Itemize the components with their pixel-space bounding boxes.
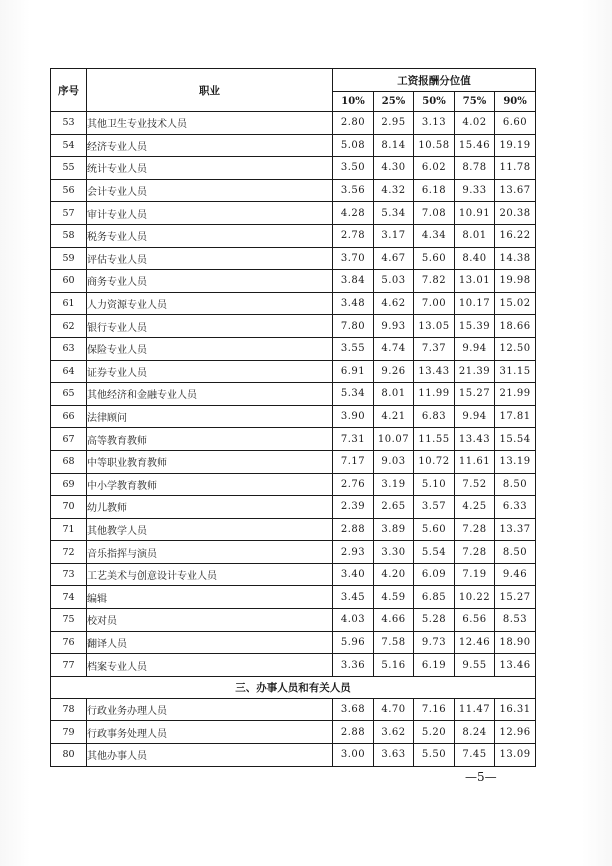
row-number: 61 xyxy=(51,292,87,315)
wage-value-p10: 3.70 xyxy=(333,247,374,270)
wage-value-p90: 13.37 xyxy=(495,518,536,541)
wage-value-p90: 17.81 xyxy=(495,405,536,428)
wage-value-p75: 9.55 xyxy=(455,654,495,677)
wage-value-p90: 19.19 xyxy=(495,134,536,157)
wage-value-p90: 15.02 xyxy=(495,292,536,315)
wage-value-p25: 4.32 xyxy=(374,179,414,202)
wage-value-p25: 8.14 xyxy=(374,134,414,157)
wage-value-p75: 15.27 xyxy=(455,383,495,406)
wage-value-p50: 5.54 xyxy=(414,541,455,564)
wage-value-p25: 5.03 xyxy=(374,270,414,293)
row-number: 62 xyxy=(51,315,87,338)
occupation-name: 法律顾问 xyxy=(87,405,333,428)
occupation-name: 人力资源专业人员 xyxy=(87,292,333,315)
row-number: 68 xyxy=(51,450,87,473)
table-row xyxy=(51,202,536,225)
table-row xyxy=(51,541,536,564)
wage-value-p25: 3.89 xyxy=(374,518,414,541)
occupation-name: 幼儿教师 xyxy=(87,496,333,519)
occupation-name: 中等职业教育教师 xyxy=(87,450,333,473)
wage-value-p10: 7.17 xyxy=(333,450,374,473)
occupation-name: 编辑 xyxy=(87,586,333,609)
wage-value-p90: 16.31 xyxy=(495,698,536,721)
wage-value-p50: 6.18 xyxy=(414,179,455,202)
occupation-name: 其他办事人员 xyxy=(87,744,333,767)
header-p25: 25% xyxy=(374,92,414,112)
wage-value-p50: 6.02 xyxy=(414,157,455,180)
row-number: 58 xyxy=(51,224,87,247)
wage-value-p75: 9.94 xyxy=(455,405,495,428)
wage-value-p75: 7.28 xyxy=(455,541,495,564)
wage-value-p75: 9.33 xyxy=(455,179,495,202)
occupation-name: 其他卫生专业技术人员 xyxy=(87,112,333,135)
wage-value-p10: 2.88 xyxy=(333,518,374,541)
wage-value-p25: 3.63 xyxy=(374,744,414,767)
wage-value-p50: 6.09 xyxy=(414,563,455,586)
row-number: 54 xyxy=(51,134,87,157)
wage-value-p10: 3.00 xyxy=(333,744,374,767)
wage-value-p75: 6.56 xyxy=(455,609,495,632)
table-row xyxy=(51,631,536,654)
row-number: 64 xyxy=(51,360,87,383)
occupation-name: 证券专业人员 xyxy=(87,360,333,383)
occupation-name: 音乐指挥与演员 xyxy=(87,541,333,564)
wage-value-p75: 9.94 xyxy=(455,337,495,360)
row-number: 65 xyxy=(51,383,87,406)
section-header xyxy=(51,676,536,698)
page-number: —5— xyxy=(465,770,497,784)
wage-value-p90: 19.98 xyxy=(495,270,536,293)
wage-value-p90: 6.60 xyxy=(495,112,536,135)
wage-value-p90: 12.96 xyxy=(495,721,536,744)
wage-value-p50: 3.57 xyxy=(414,496,455,519)
wage-value-p90: 21.99 xyxy=(495,383,536,406)
wage-value-p25: 4.59 xyxy=(374,586,414,609)
wage-value-p75: 7.52 xyxy=(455,473,495,496)
wage-value-p25: 2.95 xyxy=(374,112,414,135)
wage-value-p75: 13.01 xyxy=(455,270,495,293)
wage-value-p75: 12.46 xyxy=(455,631,495,654)
wage-value-p90: 15.54 xyxy=(495,428,536,451)
table-row xyxy=(51,270,536,293)
wage-value-p10: 4.28 xyxy=(333,202,374,225)
table-row xyxy=(51,654,536,677)
wage-value-p50: 7.00 xyxy=(414,292,455,315)
wage-value-p90: 11.78 xyxy=(495,157,536,180)
wage-value-p10: 6.91 xyxy=(333,360,374,383)
occupation-name: 其他教学人员 xyxy=(87,518,333,541)
wage-value-p90: 14.38 xyxy=(495,247,536,270)
row-number: 77 xyxy=(51,654,87,677)
row-number: 53 xyxy=(51,112,87,135)
wage-value-p50: 6.83 xyxy=(414,405,455,428)
row-number: 63 xyxy=(51,337,87,360)
occupation-name: 行政事务处理人员 xyxy=(87,721,333,744)
header-p10: 10% xyxy=(333,92,374,112)
row-number: 73 xyxy=(51,563,87,586)
wage-value-p10: 5.08 xyxy=(333,134,374,157)
wage-value-p90: 13.67 xyxy=(495,179,536,202)
occupation-name: 统计专业人员 xyxy=(87,157,333,180)
wage-value-p75: 21.39 xyxy=(455,360,495,383)
occupation-name: 税务专业人员 xyxy=(87,224,333,247)
wage-value-p10: 2.88 xyxy=(333,721,374,744)
wage-value-p10: 2.39 xyxy=(333,496,374,519)
wage-value-p10: 3.40 xyxy=(333,563,374,586)
wage-value-p50: 13.43 xyxy=(414,360,455,383)
wage-value-p90: 13.19 xyxy=(495,450,536,473)
section-title: 三、办事人员和有关人员 xyxy=(51,676,536,698)
row-number: 66 xyxy=(51,405,87,428)
wage-value-p90: 31.15 xyxy=(495,360,536,383)
header-no: 序号 xyxy=(51,69,87,112)
table-body-professionals xyxy=(51,112,536,677)
table-row xyxy=(51,224,536,247)
table-row xyxy=(51,247,536,270)
row-number: 55 xyxy=(51,157,87,180)
wage-value-p25: 4.20 xyxy=(374,563,414,586)
wage-value-p10: 3.90 xyxy=(333,405,374,428)
row-number: 70 xyxy=(51,496,87,519)
table-row xyxy=(51,496,536,519)
row-number: 69 xyxy=(51,473,87,496)
wage-value-p90: 15.27 xyxy=(495,586,536,609)
wage-value-p10: 7.80 xyxy=(333,315,374,338)
row-number: 56 xyxy=(51,179,87,202)
wage-value-p90: 9.46 xyxy=(495,563,536,586)
wage-value-p25: 4.30 xyxy=(374,157,414,180)
wage-value-p75: 10.22 xyxy=(455,586,495,609)
wage-value-p25: 4.62 xyxy=(374,292,414,315)
occupation-name: 商务专业人员 xyxy=(87,270,333,293)
wage-value-p25: 4.67 xyxy=(374,247,414,270)
wage-value-p75: 4.25 xyxy=(455,496,495,519)
wage-value-p75: 11.47 xyxy=(455,698,495,721)
wage-value-p50: 9.73 xyxy=(414,631,455,654)
wage-value-p50: 10.58 xyxy=(414,134,455,157)
row-number: 57 xyxy=(51,202,87,225)
wage-value-p75: 10.91 xyxy=(455,202,495,225)
wage-value-p10: 5.34 xyxy=(333,383,374,406)
wage-value-p75: 4.02 xyxy=(455,112,495,135)
wage-value-p90: 8.53 xyxy=(495,609,536,632)
table-row xyxy=(51,337,536,360)
wage-value-p90: 8.50 xyxy=(495,473,536,496)
wage-value-p75: 10.17 xyxy=(455,292,495,315)
occupation-name: 保险专业人员 xyxy=(87,337,333,360)
wage-value-p25: 5.34 xyxy=(374,202,414,225)
wage-value-p90: 16.22 xyxy=(495,224,536,247)
wage-value-p90: 13.09 xyxy=(495,744,536,767)
wage-value-p25: 10.07 xyxy=(374,428,414,451)
table-body-clerks xyxy=(51,698,536,766)
wage-value-p75: 8.40 xyxy=(455,247,495,270)
table-row xyxy=(51,360,536,383)
row-number: 67 xyxy=(51,428,87,451)
occupation-name: 工艺美术与创意设计专业人员 xyxy=(87,563,333,586)
wage-value-p25: 7.58 xyxy=(374,631,414,654)
occupation-name: 翻译人员 xyxy=(87,631,333,654)
occupation-name: 银行专业人员 xyxy=(87,315,333,338)
wage-value-p75: 15.46 xyxy=(455,134,495,157)
header-p90: 90% xyxy=(495,92,536,112)
wage-value-p25: 4.21 xyxy=(374,405,414,428)
wage-value-p75: 8.78 xyxy=(455,157,495,180)
wage-value-p50: 7.16 xyxy=(414,698,455,721)
wage-value-p90: 18.90 xyxy=(495,631,536,654)
wage-value-p50: 5.50 xyxy=(414,744,455,767)
occupation-name: 经济专业人员 xyxy=(87,134,333,157)
wage-value-p25: 4.66 xyxy=(374,609,414,632)
wage-value-p50: 6.19 xyxy=(414,654,455,677)
row-number: 60 xyxy=(51,270,87,293)
wage-value-p75: 13.43 xyxy=(455,428,495,451)
wage-value-p90: 20.38 xyxy=(495,202,536,225)
wage-value-p75: 8.01 xyxy=(455,224,495,247)
wage-percentile-table xyxy=(50,68,536,767)
wage-value-p90: 8.50 xyxy=(495,541,536,564)
table-row xyxy=(51,405,536,428)
wage-value-p75: 11.61 xyxy=(455,450,495,473)
wage-value-p10: 3.45 xyxy=(333,586,374,609)
wage-value-p25: 9.26 xyxy=(374,360,414,383)
wage-value-p50: 11.55 xyxy=(414,428,455,451)
table-row xyxy=(51,473,536,496)
occupation-name: 行政业务办理人员 xyxy=(87,698,333,721)
table-row xyxy=(51,134,536,157)
row-number: 80 xyxy=(51,744,87,767)
table-row xyxy=(51,563,536,586)
wage-value-p50: 5.60 xyxy=(414,518,455,541)
occupation-name: 会计专业人员 xyxy=(87,179,333,202)
header-p75: 75% xyxy=(455,92,495,112)
occupation-name: 审计专业人员 xyxy=(87,202,333,225)
row-number: 71 xyxy=(51,518,87,541)
wage-value-p10: 2.78 xyxy=(333,224,374,247)
wage-value-p25: 4.74 xyxy=(374,337,414,360)
row-number: 76 xyxy=(51,631,87,654)
wage-value-p25: 8.01 xyxy=(374,383,414,406)
table-row xyxy=(51,157,536,180)
table-row xyxy=(51,586,536,609)
occupation-name: 档案专业人员 xyxy=(87,654,333,677)
wage-value-p10: 3.56 xyxy=(333,179,374,202)
table-row xyxy=(51,721,536,744)
wage-value-p10: 3.48 xyxy=(333,292,374,315)
table-row xyxy=(51,315,536,338)
wage-value-p50: 10.72 xyxy=(414,450,455,473)
wage-value-p25: 3.19 xyxy=(374,473,414,496)
wage-value-p25: 9.93 xyxy=(374,315,414,338)
row-number: 72 xyxy=(51,541,87,564)
table-row xyxy=(51,518,536,541)
wage-value-p25: 4.70 xyxy=(374,698,414,721)
wage-value-p50: 5.60 xyxy=(414,247,455,270)
wage-value-p10: 2.93 xyxy=(333,541,374,564)
table-row xyxy=(51,292,536,315)
wage-value-p10: 3.50 xyxy=(333,157,374,180)
wage-value-p25: 3.30 xyxy=(374,541,414,564)
wage-value-p75: 8.24 xyxy=(455,721,495,744)
wage-value-p90: 6.33 xyxy=(495,496,536,519)
table-row xyxy=(51,383,536,406)
row-number: 75 xyxy=(51,609,87,632)
table-row xyxy=(51,744,536,767)
wage-value-p90: 13.46 xyxy=(495,654,536,677)
wage-value-p75: 15.39 xyxy=(455,315,495,338)
wage-value-p50: 11.99 xyxy=(414,383,455,406)
table-row xyxy=(51,428,536,451)
wage-value-p90: 18.66 xyxy=(495,315,536,338)
wage-value-p50: 5.10 xyxy=(414,473,455,496)
row-number: 74 xyxy=(51,586,87,609)
header-p50: 50% xyxy=(414,92,455,112)
wage-value-p25: 9.03 xyxy=(374,450,414,473)
row-number: 79 xyxy=(51,721,87,744)
table-row xyxy=(51,112,536,135)
table-row xyxy=(51,609,536,632)
wage-value-p50: 7.37 xyxy=(414,337,455,360)
wage-value-p10: 7.31 xyxy=(333,428,374,451)
wage-value-p25: 3.17 xyxy=(374,224,414,247)
wage-value-p75: 7.45 xyxy=(455,744,495,767)
wage-value-p10: 2.76 xyxy=(333,473,374,496)
wage-value-p25: 2.65 xyxy=(374,496,414,519)
wage-value-p50: 3.13 xyxy=(414,112,455,135)
wage-value-p10: 2.80 xyxy=(333,112,374,135)
wage-value-p10: 5.96 xyxy=(333,631,374,654)
table-row xyxy=(51,450,536,473)
wage-value-p90: 12.50 xyxy=(495,337,536,360)
row-number: 78 xyxy=(51,698,87,721)
table-row xyxy=(51,698,536,721)
wage-value-p10: 3.55 xyxy=(333,337,374,360)
wage-value-p75: 7.28 xyxy=(455,518,495,541)
wage-value-p50: 13.05 xyxy=(414,315,455,338)
table-row xyxy=(51,179,536,202)
wage-value-p25: 5.16 xyxy=(374,654,414,677)
wage-value-p50: 7.08 xyxy=(414,202,455,225)
wage-value-p75: 7.19 xyxy=(455,563,495,586)
occupation-name: 高等教育教师 xyxy=(87,428,333,451)
wage-value-p50: 5.20 xyxy=(414,721,455,744)
occupation-name: 校对员 xyxy=(87,609,333,632)
wage-value-p50: 6.85 xyxy=(414,586,455,609)
wage-value-p25: 3.62 xyxy=(374,721,414,744)
occupation-name: 评估专业人员 xyxy=(87,247,333,270)
wage-value-p10: 4.03 xyxy=(333,609,374,632)
wage-value-p10: 3.68 xyxy=(333,698,374,721)
wage-value-p50: 7.82 xyxy=(414,270,455,293)
occupation-name: 中小学教育教师 xyxy=(87,473,333,496)
row-number: 59 xyxy=(51,247,87,270)
header-wage-group: 工资报酬分位值 xyxy=(333,69,536,92)
occupation-name: 其他经济和金融专业人员 xyxy=(87,383,333,406)
wage-value-p50: 4.34 xyxy=(414,224,455,247)
header-occupation: 职业 xyxy=(87,69,333,112)
wage-value-p10: 3.84 xyxy=(333,270,374,293)
wage-value-p50: 5.28 xyxy=(414,609,455,632)
wage-value-p10: 3.36 xyxy=(333,654,374,677)
